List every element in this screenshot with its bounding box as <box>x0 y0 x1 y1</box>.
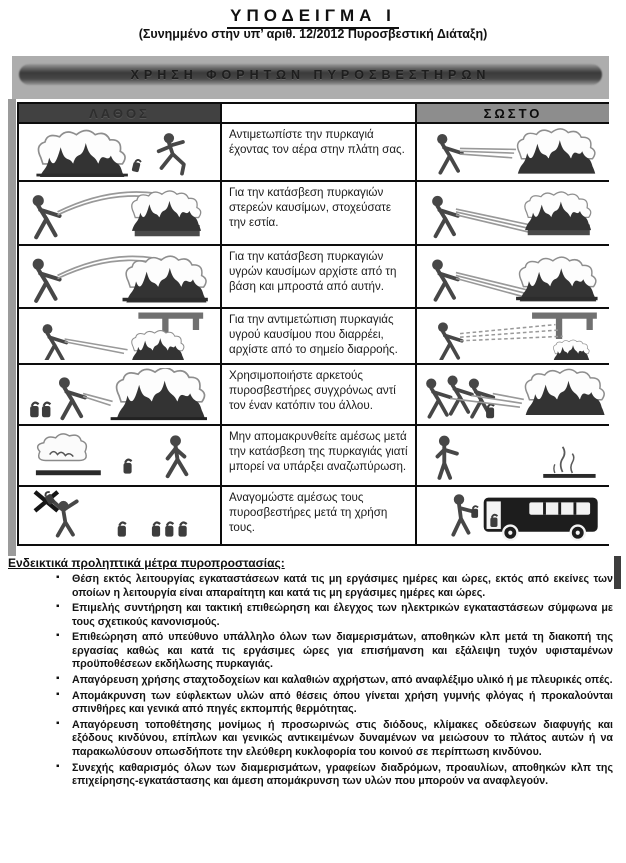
table-row-3-correct <box>417 246 609 307</box>
table-row-5-wrong <box>19 365 220 424</box>
table-row-7-wrong <box>19 487 220 544</box>
table-row-5-correct <box>417 365 609 424</box>
prevention-section <box>8 556 619 791</box>
table-row-1-correct <box>417 124 609 180</box>
table-row-2-correct <box>417 182 609 244</box>
spray-base-of-liquid-fire-icon <box>421 249 605 304</box>
page-subtitle: (Συνημμένο στην υπ’ αριθ. 12/2012 Πυροσβεστική Διάταξη) <box>138 27 488 41</box>
prevention-item: ▪ Θέση εκτός λειτουργίας εγκαταστάσεων κατά τις μη εργάσιμες ημέρες και ώρες, εκτός από εκείνες των οποίων η λειτουργία είναι απαραίτητη και κατά τις μη εργάσιμες ημέρες και ώρες. <box>56 573 613 600</box>
extinguisher-use-table <box>17 102 609 546</box>
table-row-6-wrong <box>19 426 220 485</box>
instruction-7: Αναγομώστε αμέσως τους πυροσβεστήρες μετά τη χρήση τους. <box>222 487 415 544</box>
prevention-heading: Ενδεικτικά προληπτικά μέτρα πυροπροστασίας: <box>8 556 285 570</box>
page-title: ΥΠΟΔΕΙΓΜΑ Ι <box>0 6 626 29</box>
prevention-list <box>8 573 619 789</box>
table-row-6-correct <box>417 426 609 485</box>
table-row-7-correct <box>417 487 609 544</box>
table-row-4-wrong <box>19 309 220 363</box>
header-correct: ΣΩΣΤΟ <box>417 104 609 122</box>
spray-pool-under-leak-icon <box>23 312 216 361</box>
instruction-5: Χρησιμοποιήστε αρκετούς πυροσβεστήρες συγχρόνως αντί τον έναν κατόπιν του άλλου. <box>222 365 415 424</box>
discarding-used-extinguisher-icon <box>23 490 216 541</box>
header-middle-empty <box>222 104 415 122</box>
banner <box>12 56 609 99</box>
spray-base-of-solid-fire-icon <box>421 185 605 241</box>
instruction-3: Για την κατάσβεση πυρκαγιών υγρών καυσίμων αρχίστε από τη βάση και μπροστά από αυτήν. <box>222 246 415 307</box>
watching-for-reignition-icon <box>421 429 605 482</box>
prevention-item: ▪ Απομάκρυνση των εύφλεκτων υλών από θέσεις όπου γίνεται χρήση γυμνής φλόγας ή προκαλούνται σπινθήρες και γενικά από πηγές εκπομπής θερμότητας. <box>56 690 613 717</box>
prevention-item: ▪ Απαγόρευση χρήσης σταχτοδοχείων και καλαθιών αχρήστων, από αναφλέξιμο υλικό ή με πλευρικές οπές. <box>56 674 613 688</box>
prevention-item: ▪ Επιμελής συντήρηση και τακτική επιθεώρηση και έλεγχος των ηλεκτρικών εγκαταστάσεων σύμφωνα με τους σχετικούς κανονισμούς. <box>56 602 613 629</box>
one-extinguisher-at-a-time-icon <box>23 368 216 421</box>
many-extinguishers-together-icon <box>421 368 605 421</box>
recharge-service-truck-icon <box>421 490 605 541</box>
table-row-3-wrong <box>19 246 220 307</box>
spray-top-of-solid-fire-icon <box>23 185 216 241</box>
table-row-4-correct <box>417 309 609 363</box>
fleeing-fire-icon <box>23 127 216 177</box>
prevention-item: ▪ Απαγόρευση τοποθέτησης μονίμως ή προσωρινώς στις διόδους, κλίμακες οδεύσεων διαφυγής και εξόδους κινδύνου, επίπλων και γενικώς αντικειμένων δυναμένων να μειώσουν το πλάτος αυτών ή να παρακωλύσουν οπωσδήποτε την ελεύθερη κυκλοφορία του κοινού σε περίπτωση κινδύνου. <box>56 719 613 760</box>
prevention-item: ▪ Επιθεώρηση από υπεύθυνο υπάλληλο όλων των διαμερισμάτων, αποθηκών κλπ μετά τη διακοπή της εργασίας καθώς και κατά τις εργάσιμες ώρες για επισήμανση και εξάλειψη τυχόν υφισταμένων προϋποθέσεων εκδήλωσης πυρκαγιάς. <box>56 631 613 672</box>
table-row-1-wrong <box>19 124 220 180</box>
prevention-item: ▪ Συνεχής καθαρισμός όλων των διαμερισμάτων, γραφείων διαδρόμων, προαυλίων, αποθηκών κλπ της επιχείρησης-εγκατάστασης και άμεση απομάκρυνση των υλών που μπορούν να αναφλεγούν. <box>56 762 613 789</box>
wind-at-back-spray-icon <box>421 127 605 177</box>
instruction-2: Για την κατάσβεση πυρκαγιών στερεών καυσίμων, στοχεύσατε την εστία. <box>222 182 415 244</box>
instruction-1: Αντιμετωπίστε την πυρκαγιά έχοντας τον αέρα στην πλάτη σας. <box>222 124 415 180</box>
table-row-2-wrong <box>19 182 220 244</box>
instruction-4: Για την αντιμετώπιση πυρκαγιάς υγρού καυσίμου που διαρρέει, αρχίστε από το σημείο διαρροής. <box>222 309 415 363</box>
spray-leak-point-icon <box>421 312 605 361</box>
instruction-6: Μην απομακρυνθείτε αμέσως μετά την κατάσβεση της πυρκαγιάς γιατί μπορεί να υπάρξει αναζωπύρωση. <box>222 426 415 485</box>
header-wrong: ΛΑΘΟΣ <box>19 104 220 122</box>
leaving-after-extinguishing-icon <box>23 429 216 482</box>
spray-top-of-liquid-fire-icon <box>23 249 216 304</box>
scan-artifact-left <box>8 99 16 556</box>
banner-title: ΧΡΗΣΗ ΦΟΡΗΤΩΝ ΠΥΡΟΣΒΕΣΤΗΡΩΝ <box>130 68 491 82</box>
